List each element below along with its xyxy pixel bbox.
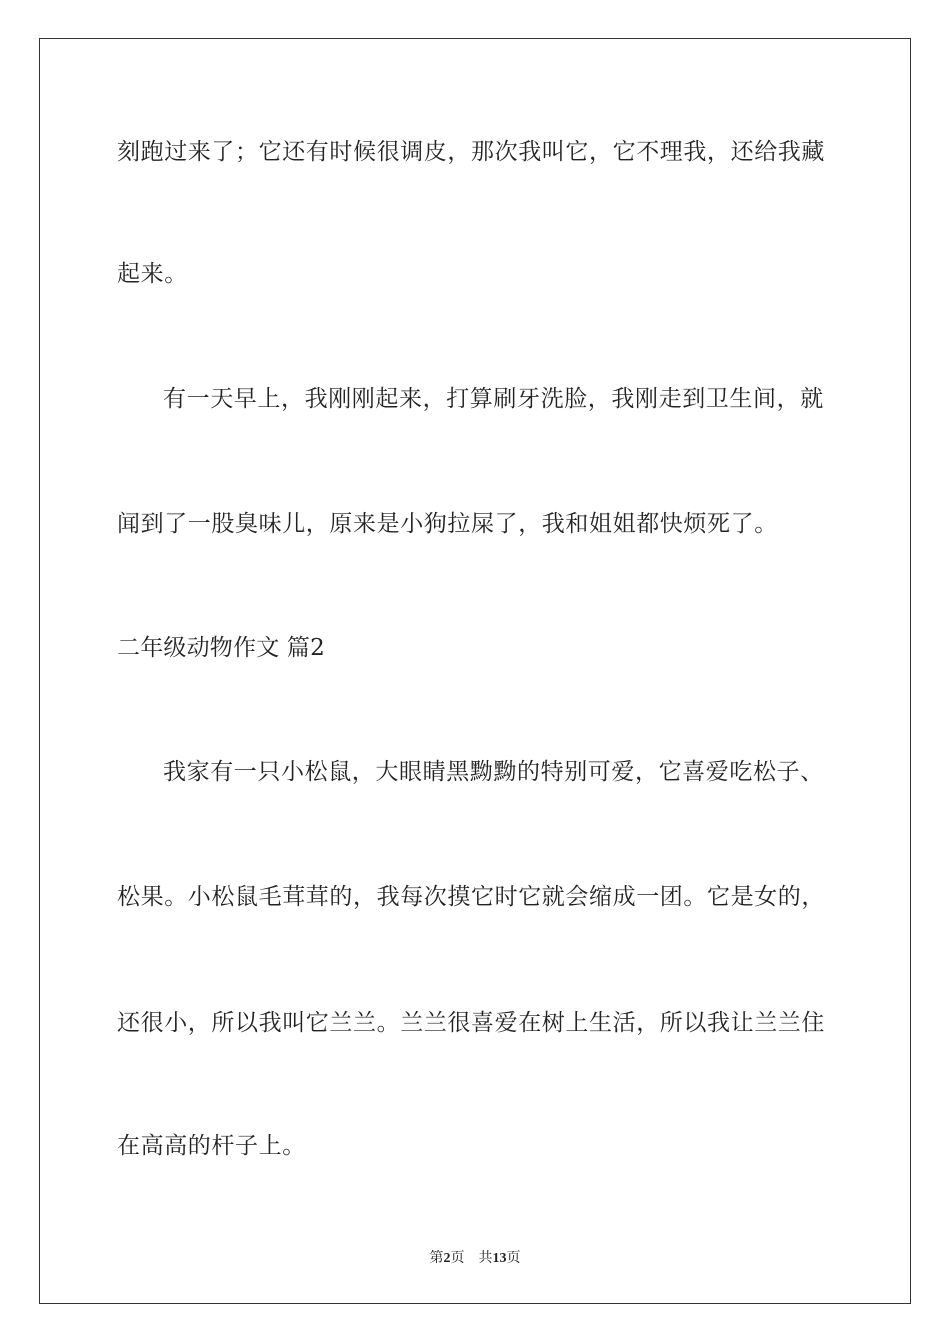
- paragraph-2-line-2: 闻到了一股臭味儿，原来是小狗拉屎了，我和姐姐都快烦死了。: [117, 511, 778, 537]
- page-suffix: 页: [450, 1250, 465, 1266]
- paragraph-3-line-1: 我家有一只小松鼠，大眼睛黑黝黝的特别可爱，它喜爱吃松子、: [163, 759, 824, 785]
- paragraph-1-line-2: 起来。: [117, 261, 188, 287]
- page-border: [39, 38, 911, 1304]
- page-prefix: 第: [429, 1250, 444, 1266]
- paragraph-3-line-2: 松果。小松鼠毛茸茸的，我每次摸它时它就会缩成一团。它是女的，: [117, 884, 825, 910]
- paragraph-2-line-1: 有一天早上，我刚刚起来，打算刷牙洗脸，我刚走到卫生间，就: [163, 386, 824, 412]
- page-footer: [0, 1247, 950, 1267]
- total-suffix: 页: [506, 1250, 521, 1266]
- page-number: 2: [443, 1251, 451, 1266]
- total-pages: 13: [492, 1251, 507, 1266]
- paragraph-3-line-3: 还很小，所以我叫它兰兰。兰兰很喜爱在树上生活，所以我让兰兰住: [117, 1010, 825, 1036]
- paragraph-3-line-4: 在高高的杆子上。: [117, 1133, 306, 1159]
- paragraph-1-line-1: 刻跑过来了；它还有时候很调皮，那次我叫它，它不理我，还给我藏: [117, 139, 825, 165]
- total-prefix: 共: [478, 1250, 493, 1266]
- section-heading: 二年级动物作文 篇2: [117, 635, 325, 661]
